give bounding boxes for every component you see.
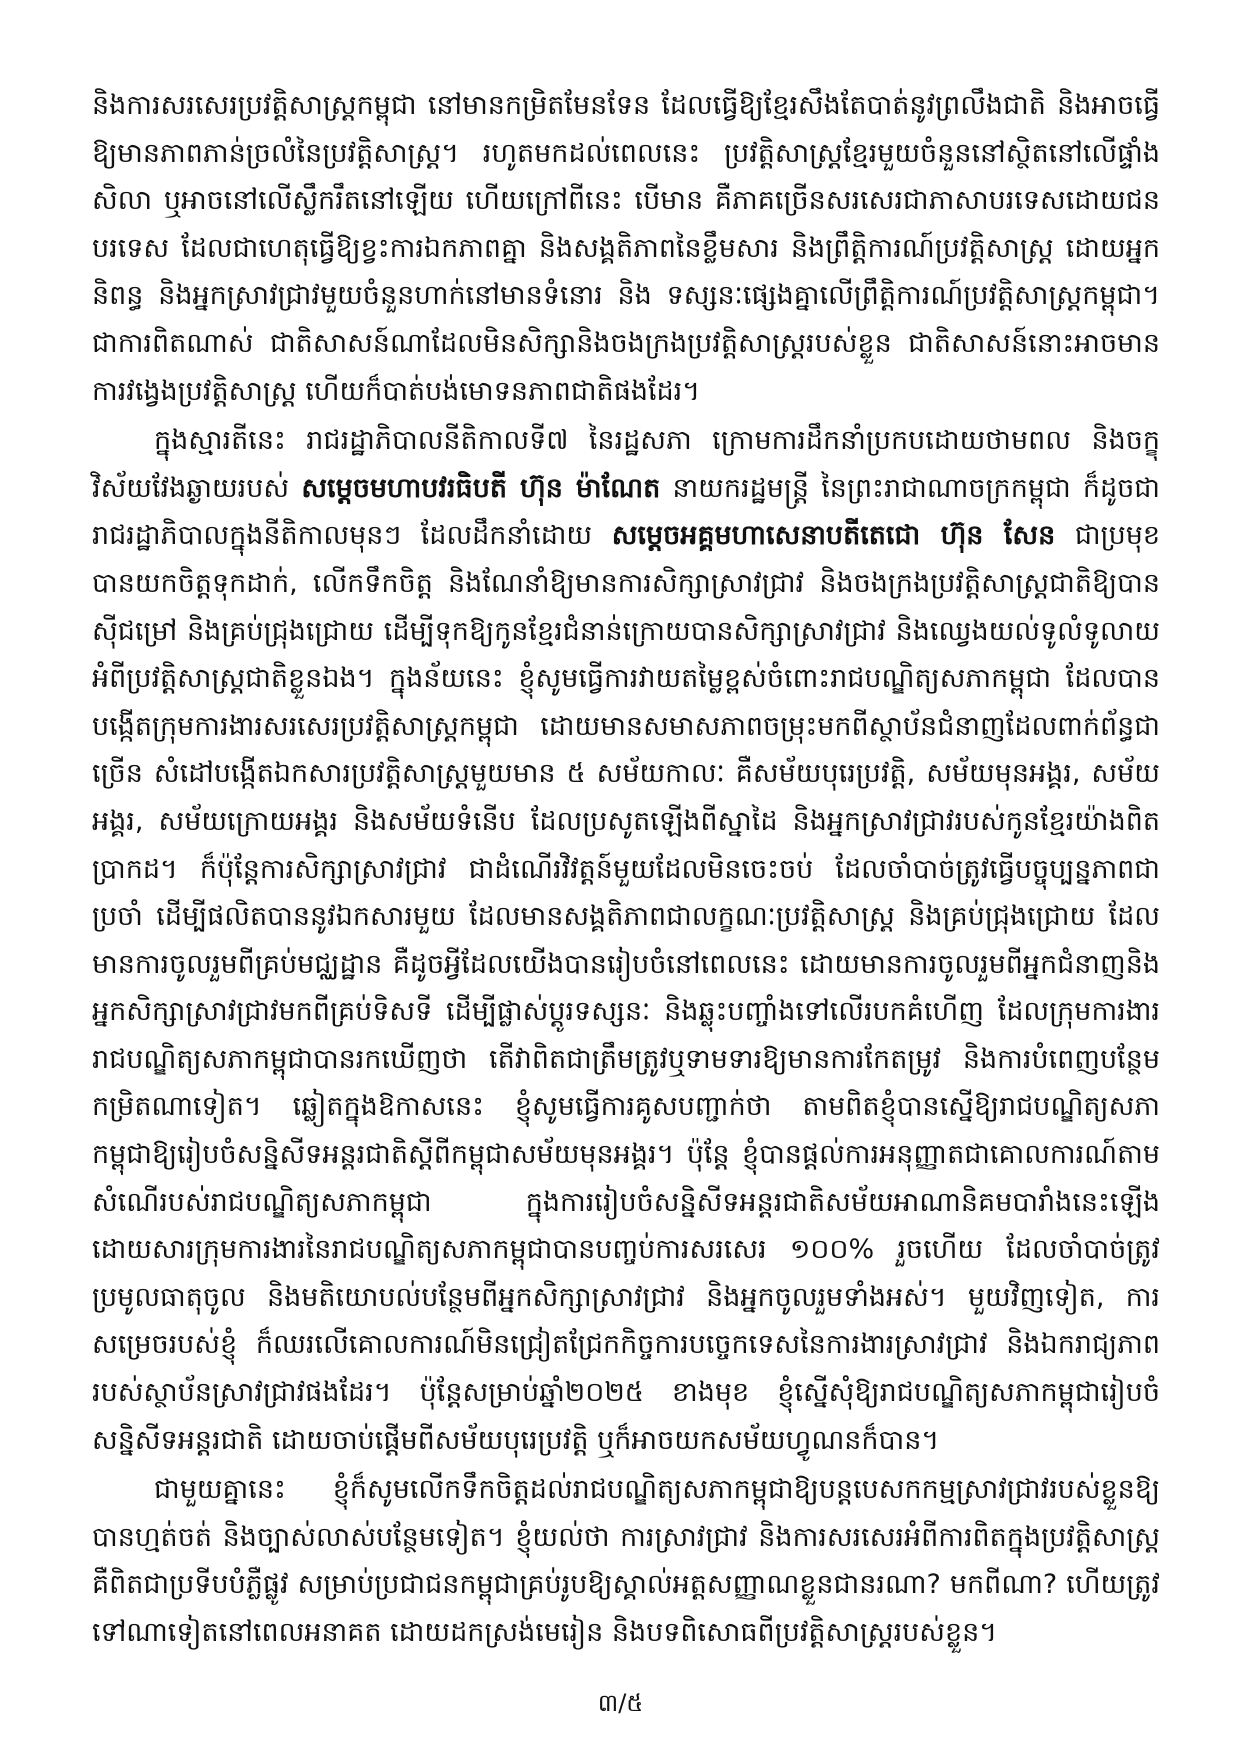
paragraph-2-text-c: នាយករដ្ឋមន្ត្រី នៃព្រះរាជាណាចក្រកម្ពុជា ក៏ដូចជារាជរដ្ឋាភិបាលក្នុងនីតិកាលមុនៗ ដែលដឹកនាំដោយ: [92, 472, 1161, 552]
paragraph-2: [92, 417, 1160, 1464]
paragraph-2-text-a: ក្នុងស្មារតីនេះ រាជរដ្ឋាភិបាលនីតិកាលទី៧ នៃរដ្ឋសភា ក្រោមការដឹកនាំប្រកបដោយថាមពល និងចក្ខុវិស័យវែងឆ្ងាយរបស់: [92, 425, 1160, 504]
paragraph-1: និងការសរសេរប្រវត្តិសាស្ត្រកម្ពុជា នៅមានកម្រិតមែនទែន ដែលធ្វើឱ្យខ្មែរសឹងតែបាត់នូវព្រលឹងជាតិ និងអាចធ្វើឱ្យមានភាពភាន់ច្រលំនៃប្រវត្តិសាស្ត្រ។ រហូតមកដល់ពេលនេះ ប្រវត្តិសាស្ត្រខ្មែរមួយចំនួននៅស្ថិតនៅលើផ្ទាំងសិលា ឬអាចនៅលើស្លឹករឹតនៅឡើយ ហើយក្រៅពីនេះ បើមាន គឺភាគច្រើនសរសេរជាភាសាបរទេសដោយជនបរទេស ដែលជាហេតុធ្វើឱ្យខ្វះការឯកភាពគ្នា និងសង្គតិភាពនៃខ្លឹមសារ និងព្រឹត្តិការណ៍ប្រវត្តិសាស្ត្រ ដោយអ្នកនិពន្ធ និងអ្នកស្រាវជ្រាវមួយចំនួនហាក់នៅមានទំនោរ និង ទស្សនៈផ្សេងគ្នាលើព្រឹត្តិការណ៍ប្រវត្តិសាស្ត្រកម្ពុជា។ ជាការពិតណាស់ ជាតិសាសន៍ណាដែលមិនសិក្សានិងចងក្រងប្រវត្តិសាស្ត្ររបស់ខ្លួន ជាតិសាសន៍នោះអាចមានការវង្វេងប្រវត្តិសាស្ត្រ ហើយក៏បាត់បង់មោទនភាពជាតិផងដែរ។: [92, 90, 1160, 407]
page-number: ៣/៥: [597, 1689, 644, 1717]
paragraph-3: ជាមួយគ្នានេះ ខ្ញុំក៏សូមលើកទឹកចិត្តដល់រាជបណ្ឌិត្យសភាកម្ពុជាឱ្យបន្តបេសកកម្មស្រាវជ្រាវរបស់ខ្លួនឱ្យបានហ្មត់ចត់ និងច្បាស់លាស់បន្ថែមទៀត។ ខ្ញុំយល់ថា ការស្រាវជ្រាវ និងការសរសេរអំពីការពិតក្នុងប្រវត្តិសាស្ត្រ គឺពិតជាប្រទីបបំភ្លឺផ្លូវ សម្រាប់ប្រជាជនកម្ពុជាគ្រប់រូបឱ្យស្គាល់អត្តសញ្ញាណខ្លួនជានរណា? មកពីណា? ហើយត្រូវទៅណាទៀតនៅពេលអនាគត ដោយដកស្រង់មេរៀន និងបទពិសោធពីប្រវត្តិសាស្ត្ររបស់ខ្លួន។: [92, 1474, 1160, 1648]
hun-sen-name: សម្តេចអគ្គមហាសេនាបតីតេជោ ហ៊ុន សែន: [611, 520, 1056, 552]
pm-hun-manet-name: សម្តេចមហាបវរធិបតី ហ៊ុន ម៉ាណែត: [301, 472, 661, 504]
document-body: [92, 82, 1160, 1659]
paragraph-2-text-e: ជាប្រមុខ បានយកចិត្តទុកដាក់, លើកទឹកចិត្ត និងណែនាំឱ្យមានការសិក្សាស្រាវជ្រាវ និងចងក្រងប្រវត្តិសាស្ត្រជាតិឱ្យបានស៊ីជម្រៅ និងគ្រប់ជ្រុងជ្រោយ ដើម្បីទុកឱ្យកូនខ្មែរជំនាន់ក្រោយបានសិក្សាស្រាវជ្រាវ និងឈ្វេងយល់ទូលំទូលាយអំពីប្រវត្តិសាស្ត្រជាតិខ្លួនឯង។ ក្នុងន័យនេះ ខ្ញុំសូមធ្វើការវាយតម្លៃខ្ពស់ចំពោះរាជបណ្ឌិត្យសភាកម្ពុជា ដែលបានបង្កើតក្រុមការងារសរសេរប្រវត្តិសាស្ត្រកម្ពុជា ដោយមានសមាសភាពចម្រុះមកពីស្ថាប័នជំនាញដែលពាក់ព័ន្ធជាច្រើន សំដៅបង្កើតឯកសារប្រវត្តិសាស្ត្រមួយមាន ៥ សម័យកាលៈ គឺសម័យបុរេប្រវត្តិ, សម័យមុនអង្គរ, សម័យអង្គរ, សម័យក្រោយអង្គរ និងសម័យទំនើប ដែលប្រសូតឡើងពីស្នាដៃ និងអ្នកស្រាវជ្រាវរបស់កូនខ្មែរយ៉ាងពិតប្រាកដ។ ក៏ប៉ុន្តែការសិក្សាស្រាវជ្រាវ ជាដំណើរវិវត្តន៍មួយដែលមិនចេះចប់ ដែលចាំបាច់ត្រូវធ្វើបច្ចុប្បន្នភាពជាប្រចាំ ដើម្បីផលិតបាននូវឯកសារមួយ ដែលមានសង្គតិភាពជាលក្ខណៈប្រវត្តិសាស្ត្រ និងគ្រប់ជ្រុងជ្រោយ ដែលមានការចូលរួមពីគ្រប់មជ្ឈដ្ឋាន គឺដូចអ្វីដែលយើងបានរៀបចំនៅពេលនេះ ដោយមានការចូលរួមពីអ្នកជំនាញនិងអ្នកសិក្សាស្រាវជ្រាវមកពីគ្រប់ទិសទី ដើម្បីផ្លាស់ប្តូរទស្សនៈ និងឆ្លុះបញ្ចាំងទៅលើរបកគំហើញ ដែលក្រុមការងាររាជបណ្ឌិត្យសភាកម្ពុជាបានរកឃើញថា តើវាពិតជាត្រឹមត្រូវឬទាមទារឱ្យមានការកែតម្រូវ និងការបំពេញបន្ថែមកម្រិតណាទៀត។ ឆ្លៀតក្នុងឱកាសនេះ ខ្ញុំសូមធ្វើការគូសបញ្ជាក់ថា តាមពិតខ្ញុំបានស្នើឱ្យរាជបណ្ឌិត្យសភាកម្ពុជាឱ្យរៀបចំសន្និសីទអន្តរជាតិស្តីពីកម្ពុជាសម័យមុនអង្គរ។ ប៉ុន្តែ ខ្ញុំបានផ្តល់ការអនុញ្ញាតជាគោលការណ៍តាមសំណើរបស់រាជបណ្ឌិត្យសភាកម្ពុជា ក្នុងការរៀបចំសន្និសីទអន្តរជាតិសម័យអាណានិគមបារាំងនេះឡើង ដោយសារក្រុមការងារនៃរាជបណ្ឌិត្យសភាកម្ពុជាបានបញ្ចប់ការសរសេរ ១០០% រួចហើយ ដែលចាំបាច់ត្រូវប្រមូលធាតុចូល និងមតិយោបល់បន្ថែមពីអ្នកសិក្សាស្រាវជ្រាវ និងអ្នកចូលរួមទាំងអស់។ មួយវិញទៀត, ការសម្រេចរបស់ខ្ញុំ ក៏ឈរលើគោលការណ៍មិនជ្រៀតជ្រែកកិច្ចការបច្ចេកទេសនៃការងារស្រាវជ្រាវ និងឯករាជ្យភាពរបស់ស្ថាប័នស្រាវជ្រាវផងដែរ។ ប៉ុន្តែសម្រាប់ឆ្នាំ២០២៥ ខាងមុខ ខ្ញុំស្នើសុំឱ្យរាជបណ្ឌិត្យសភាកម្ពុជារៀបចំសន្និសីទអន្តរជាតិ ដោយចាប់ផ្តើមពីសម័យបុរេប្រវត្តិ ឬក៏អាចយកសម័យហ្វូណនក៏បាន។: [92, 520, 1160, 1456]
